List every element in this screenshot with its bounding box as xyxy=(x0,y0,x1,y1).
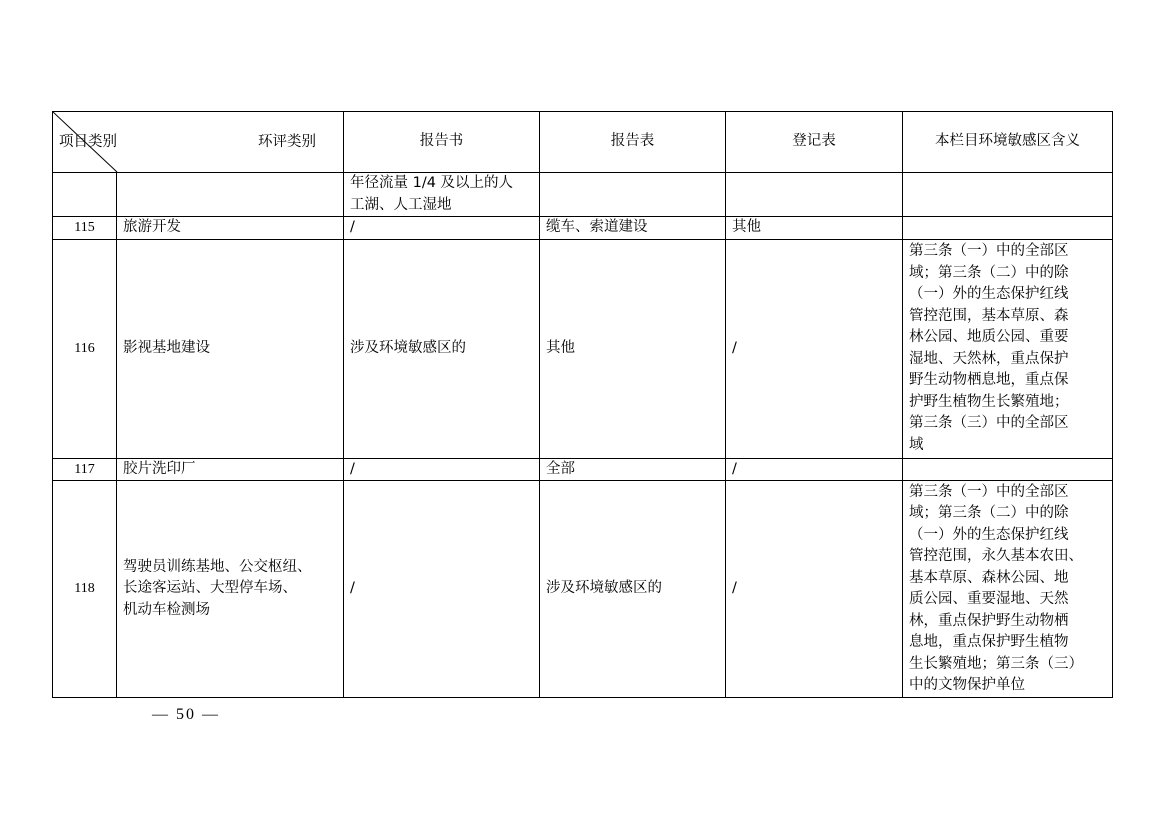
row-report-book: 年径流量 1/4 及以上的人 工湖、人工湿地 xyxy=(344,173,540,217)
table-row xyxy=(53,481,1113,698)
header-sensitive-area-meaning: 本栏目环境敏感区含义 xyxy=(903,112,1113,173)
row-report-book: 涉及环境敏感区的 xyxy=(344,239,540,458)
row-number: 117 xyxy=(53,458,117,481)
row-project-name: 旅游开发 xyxy=(117,217,344,240)
row-definition: 第三条（一）中的全部区 域；第三条（二）中的除 （一）外的生态保护红线 管控范围，基本草原、森 林公园、地质公园、重要 湿地、天然林，重点保护 野生动物栖息地，重点保 护野生植物生长繁殖地； 第三条（三）中的全部区 域 xyxy=(903,239,1113,458)
row-registration-form xyxy=(726,173,903,217)
row-report-book: / xyxy=(344,481,540,698)
row-project-name xyxy=(117,173,344,217)
table-row xyxy=(53,173,1113,217)
row-definition: 第三条（一）中的全部区 域；第三条（二）中的除 （一）外的生态保护红线 管控范围，永久基本农田、 基本草原、森林公园、地 质公园、重要湿地、天然 林，重点保护野生动物栖 息地，重点保护野生植物 生长繁殖地；第三条（三） 中的文物保护单位 xyxy=(903,481,1113,698)
row-report-book: / xyxy=(344,217,540,240)
header-project-category: 项目类别 xyxy=(59,134,117,150)
row-number: 116 xyxy=(53,239,117,458)
table-row xyxy=(53,239,1113,458)
row-definition xyxy=(903,458,1113,481)
row-project-name: 胶片洗印厂 xyxy=(117,458,344,481)
row-number: 115 xyxy=(53,217,117,240)
row-number: 118 xyxy=(53,481,117,698)
row-report-form: 缆车、索道建设 xyxy=(540,217,726,240)
row-report-book: / xyxy=(344,458,540,481)
row-project-name: 驾驶员训练基地、公交枢纽、 长途客运站、大型停车场、 机动车检测场 xyxy=(117,481,344,698)
header-eia-category: 环评类别 xyxy=(258,134,316,150)
page-number: — 50 — xyxy=(152,706,220,723)
row-registration-form: / xyxy=(726,458,903,481)
row-project-name: 影视基地建设 xyxy=(117,239,344,458)
header-diagonal-cell xyxy=(53,112,344,173)
eia-classification-table xyxy=(52,111,1113,698)
row-registration-form: / xyxy=(726,481,903,698)
row-report-form: 涉及环境敏感区的 xyxy=(540,481,726,698)
row-report-form: 其他 xyxy=(540,239,726,458)
row-definition xyxy=(903,173,1113,217)
row-report-form: 全部 xyxy=(540,458,726,481)
row-definition xyxy=(903,217,1113,240)
header-registration-form: 登记表 xyxy=(726,112,903,173)
table-header-row xyxy=(53,112,1113,173)
table-row xyxy=(53,217,1113,240)
row-registration-form: 其他 xyxy=(726,217,903,240)
header-report-form: 报告表 xyxy=(540,112,726,173)
header-report-book: 报告书 xyxy=(344,112,540,173)
table-row xyxy=(53,458,1113,481)
row-number xyxy=(53,173,117,217)
row-registration-form: / xyxy=(726,239,903,458)
row-report-form xyxy=(540,173,726,217)
